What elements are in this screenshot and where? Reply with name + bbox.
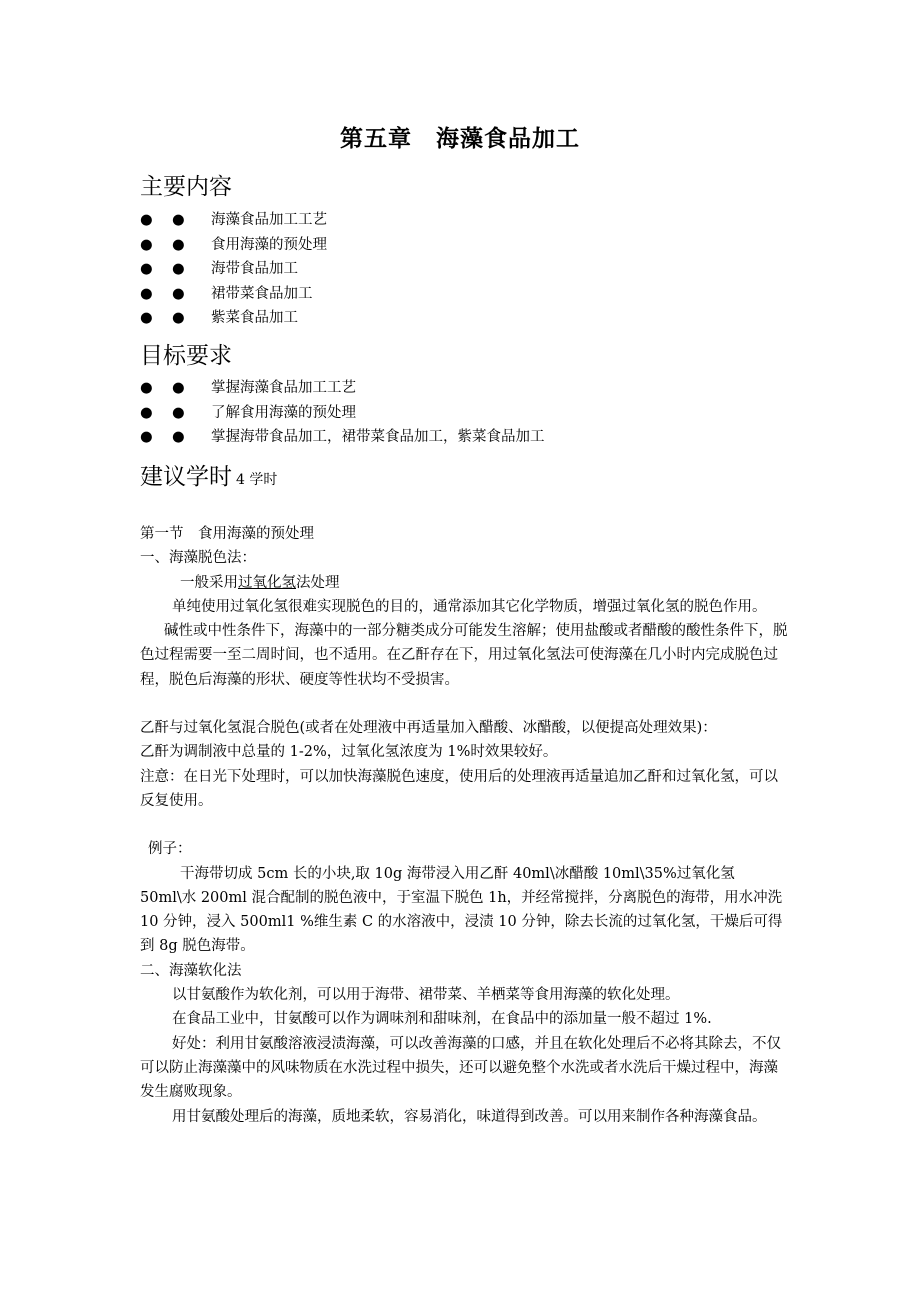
section-body xyxy=(140,522,790,1129)
bullet-icon: ● xyxy=(140,380,153,396)
bullet-icon: ● xyxy=(172,310,185,326)
example-label: 例子： xyxy=(148,841,192,858)
hours-heading: 建议学时 4 学时 xyxy=(140,464,278,490)
bullet-icon: ● xyxy=(172,212,185,228)
note-paragraph: 注意：在日光下处理时，可以加快海藻脱色速度，使用后的处理液再适量追加乙酐和过氧化氢，可以反复使用。 xyxy=(140,768,778,809)
paragraph: 乙酐与过氧化氢混合脱色(或者在处理液中再适量加入醋酸、冰醋酸，以便提高处理效果)： xyxy=(140,720,717,737)
paragraph: 碱性或中性条件下，海藻中的一部分糖类成分可能发生溶解；使用盐酸或者醋酸的酸性条件下，脱色过程需要一至二周时间，也不适用。在乙酐存在下，用过氧化氢法可使海藻在几小时内完成脱色过程，脱色后海藻的形状、硬度等性状均不受损害。 xyxy=(140,623,788,688)
bullet-icon: ● xyxy=(172,261,185,277)
bullet-icon: ● xyxy=(140,261,153,277)
underlined-term: 过氧化氢 xyxy=(238,574,296,591)
paragraph: 在食品工业中，甘氨酸可以作为调味剂和甜味剂，在食品中的添加量一般不超过 1%. xyxy=(172,1011,712,1028)
hours-value: 4 学时 xyxy=(236,472,278,488)
bullet-icon: ● xyxy=(172,429,185,445)
spacer xyxy=(140,692,790,716)
paragraph: 好处：利用甘氨酸溶液浸渍海藻，可以改善海藻的口感，并且在软化处理后不必将其除去，不仅可以防止海藻藻中的风味物质在水洗过程中损失，还可以避免整个水洗或者水洗后干燥过程中，海藻发生腐败现象。 xyxy=(140,1035,781,1101)
subsection-heading: 一、海藻脱色法： xyxy=(140,550,256,567)
bullet-icon: ● xyxy=(140,285,153,302)
method-line: 一般采用过氧化氢法处理 xyxy=(180,574,340,591)
section-title: 第一节 食用海藻的预处理 xyxy=(140,526,314,542)
subsection-heading: 二、海藻软化法 xyxy=(140,962,242,979)
bullet-icon: ● xyxy=(172,236,185,253)
chapter-title: 第五章 海藻食品加工 xyxy=(340,125,580,152)
paragraph: 乙酐为调制液中总量的 1-2%，过氧化氢浓度为 1%时效果较好。 xyxy=(140,744,558,761)
bullet-icon: ● xyxy=(172,285,185,302)
example-paragraph: 干海带切成 5cm 长的小块,取 10g 海带浸入用乙酐 40ml\冰醋酸 10ml\35%过氧化氢 50ml\水 200ml 混合配制的脱色液中，于室温下脱色 1h，并经常搅拌，分离脱色的海带，用水冲洗 10 分钟，浸入 500ml1 %维生素 C 的水溶液中，浸渍 10 分钟，除去长流的过氧化氢，干燥后可得到 8g 脱色海带。 xyxy=(140,865,783,955)
main-content-heading: 主要内容 xyxy=(140,174,232,200)
bullet-icon: ● xyxy=(172,404,185,421)
bullet-icon: ● xyxy=(140,429,153,445)
bullet-icon: ● xyxy=(140,236,153,253)
document-page: 第五章 海藻食品加工 主要内容 ● ● 海藻食品加工工艺 ● ● 食用海藻的预处理 ● ● 海带食品加工 ● ● 裙带菜食品加工 ● ● 紫菜食品加工 目标要求 ● ● 掌握海藻食品加工工艺 ● ● 了解食用海藻的预处理 ● ● 掌握海带食品加工，裙带菜食品加工，紫菜食品加工 建议学时 4 学时 第一节 食用海藻的预处理 一、海藻脱色法： 一般采用过氧化氢法处理 单纯使用过氧化氢很难实现脱色的目的，通常添加其它化学物质，增强过氧化氢的脱色作用。 碱性或中性条件下，海藻中的一部分糖类成分可能发生溶解；使用盐酸或者醋酸的酸性条件下，脱色过程需要一至二周时间，也不适用。在乙酐存在下，用过氧化氢法可使海藻在几小时内完成脱色过程，脱色后海藻的形状、硬度等性状均不受损害。 乙酐与过氧化氢混合脱色(或者在处理液中再适量加入醋酸、冰醋酸，以便提高处理效果)： 乙酐为调制液中总量的 1-2%，过氧化氢浓度为 1%时效果较好。 注意：在日光下处理时，可以加快海藻脱色速度，使用后的处理液再适量追加乙酐和过氧化氢，可以反复使用。 例子： 干海带切成 5cm 长的小块,取 10g 海带浸入用乙酐 40ml\冰醋酸 10ml\35%过氧化氢 50ml\水 200ml 混合配制的脱色液中，于室温下脱色 1h，并经常搅拌，分离脱色的海带，用水冲洗 10 分钟，浸入 500ml1 %维生素 C 的水溶液中，浸渍 10 分钟，除去长流的过氧化氢，干燥后可得到 8g 脱色海带。 二、海藻软化法 以甘氨酸作为软化剂，可以用于海带、裙带菜、羊栖菜等食用海藻的软化处理。 在食品工业中，甘氨酸可以作为调味剂和甜味剂，在食品中的添加量一般不超过 1%. 好处：利用甘氨酸溶液浸渍海藻，可以改善海藻的口感，并且在软化处理后不必将其除去，不仅可以防止海藻藻中的风味物质在水洗过程中损失，还可以避免整个水洗或者水洗后干燥过程中，海藻发生腐败现象。 用甘氨酸处理后的海藻，质地柔软，容易消化，味道得到改善。可以用来制作各种海藻食品。 xyxy=(0,0,920,1302)
goals-heading: 目标要求 xyxy=(140,343,232,369)
paragraph: 以甘氨酸作为软化剂，可以用于海带、裙带菜、羊栖菜等食用海藻的软化处理。 xyxy=(172,987,680,1004)
bullet-icon: ● xyxy=(140,310,153,326)
bullet-icon: ● xyxy=(140,212,153,228)
bullet-icon: ● xyxy=(172,380,185,396)
paragraph: 用甘氨酸处理后的海藻，质地柔软，容易消化，味道得到改善。可以用来制作各种海藻食品。 xyxy=(172,1108,767,1125)
bullet-icon: ● xyxy=(140,404,153,421)
spacer xyxy=(140,813,790,837)
paragraph: 单纯使用过氧化氢很难实现脱色的目的，通常添加其它化学物质，增强过氧化氢的脱色作用。 xyxy=(172,598,767,615)
